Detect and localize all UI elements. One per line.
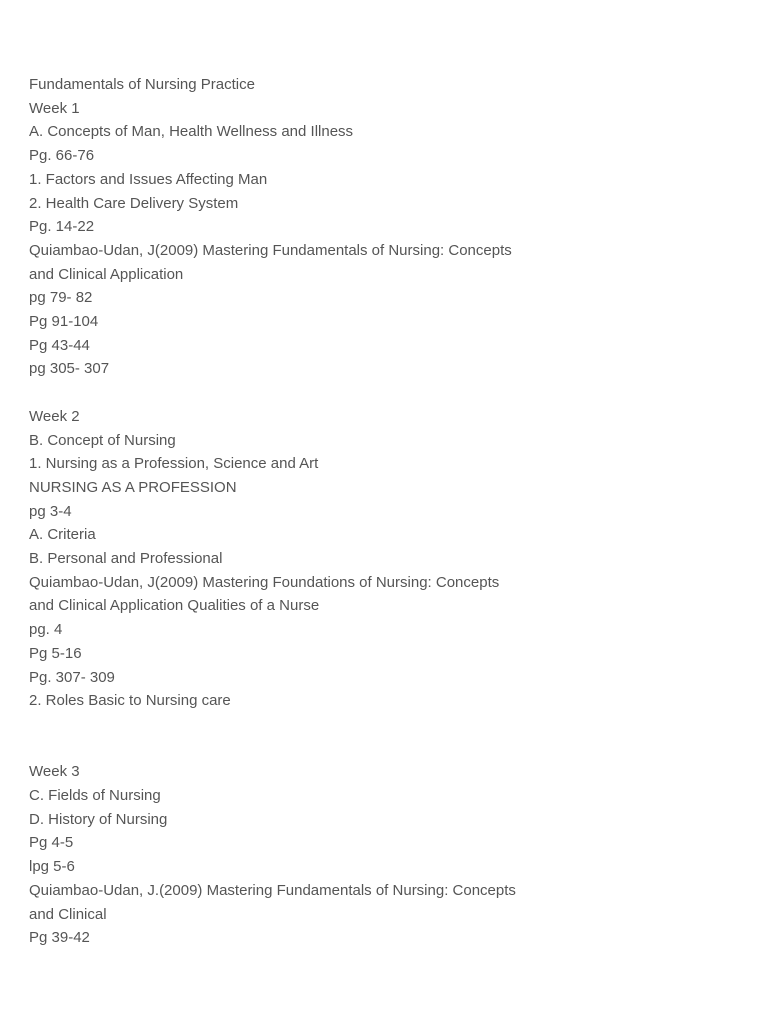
page-reference: Pg 4-5 [29,834,74,852]
citation-line: Quiambao-Udan, J(2009) Mastering Foundations of Nursing: Concepts [29,573,500,591]
subtopic-line: B. Personal and Professional [29,550,223,568]
page-reference: pg 305- 307 [29,360,110,378]
page-reference: Pg 43-44 [29,336,90,354]
page-reference: Pg. 66-76 [29,147,95,165]
topic-line: A. Concepts of Man, Health Wellness and Illness [29,123,354,141]
section-spacer [29,381,568,405]
subtopic-line: A. Criteria [29,526,96,544]
subtopic-line: 2. Health Care Delivery System [29,194,239,212]
page-reference: pg 79- 82 [29,289,93,307]
page-reference: Pg 39-42 [29,929,90,947]
citation-line: and Clinical Application Qualities of a Nurse [29,597,320,615]
section-spacer [29,713,568,760]
page-reference: Pg 91-104 [29,313,99,331]
subtopic-line: 1. Factors and Issues Affecting Man [29,170,268,188]
citation-line: and Clinical Application [29,265,184,283]
page-reference: Pg 5-16 [29,644,82,662]
subtopic-line: 2. Roles Basic to Nursing care [29,692,231,710]
subtopic-line: 1. Nursing as a Profession, Science and Art [29,455,319,473]
page-reference: lpg 5-6 [29,858,75,876]
week-3-section [29,760,568,950]
week-heading: Week 1 [29,99,80,117]
citation-line: Quiambao-Udan, J(2009) Mastering Fundamentals of Nursing: Concepts [29,241,512,259]
citation-line: Quiambao-Udan, J.(2009) Mastering Fundamentals of Nursing: Concepts [29,881,516,899]
page-reference: Pg. 14-22 [29,218,95,236]
subheading-line: NURSING AS A PROFESSION [29,478,237,496]
page-reference: Pg. 307- 309 [29,668,115,686]
topic-line: B. Concept of Nursing [29,431,176,449]
document-title: Fundamentals of Nursing Practice [29,76,255,93]
topic-line: D. History of Nursing [29,810,168,828]
page-reference: pg. 4 [29,621,63,639]
citation-line: and Clinical [29,905,107,923]
page-reference: pg 3-4 [29,502,72,520]
week-heading: Week 2 [29,407,80,425]
week-2-section [29,405,568,713]
topic-line: C. Fields of Nursing [29,787,161,805]
week-1-section [29,97,568,381]
week-heading: Week 3 [29,763,80,781]
